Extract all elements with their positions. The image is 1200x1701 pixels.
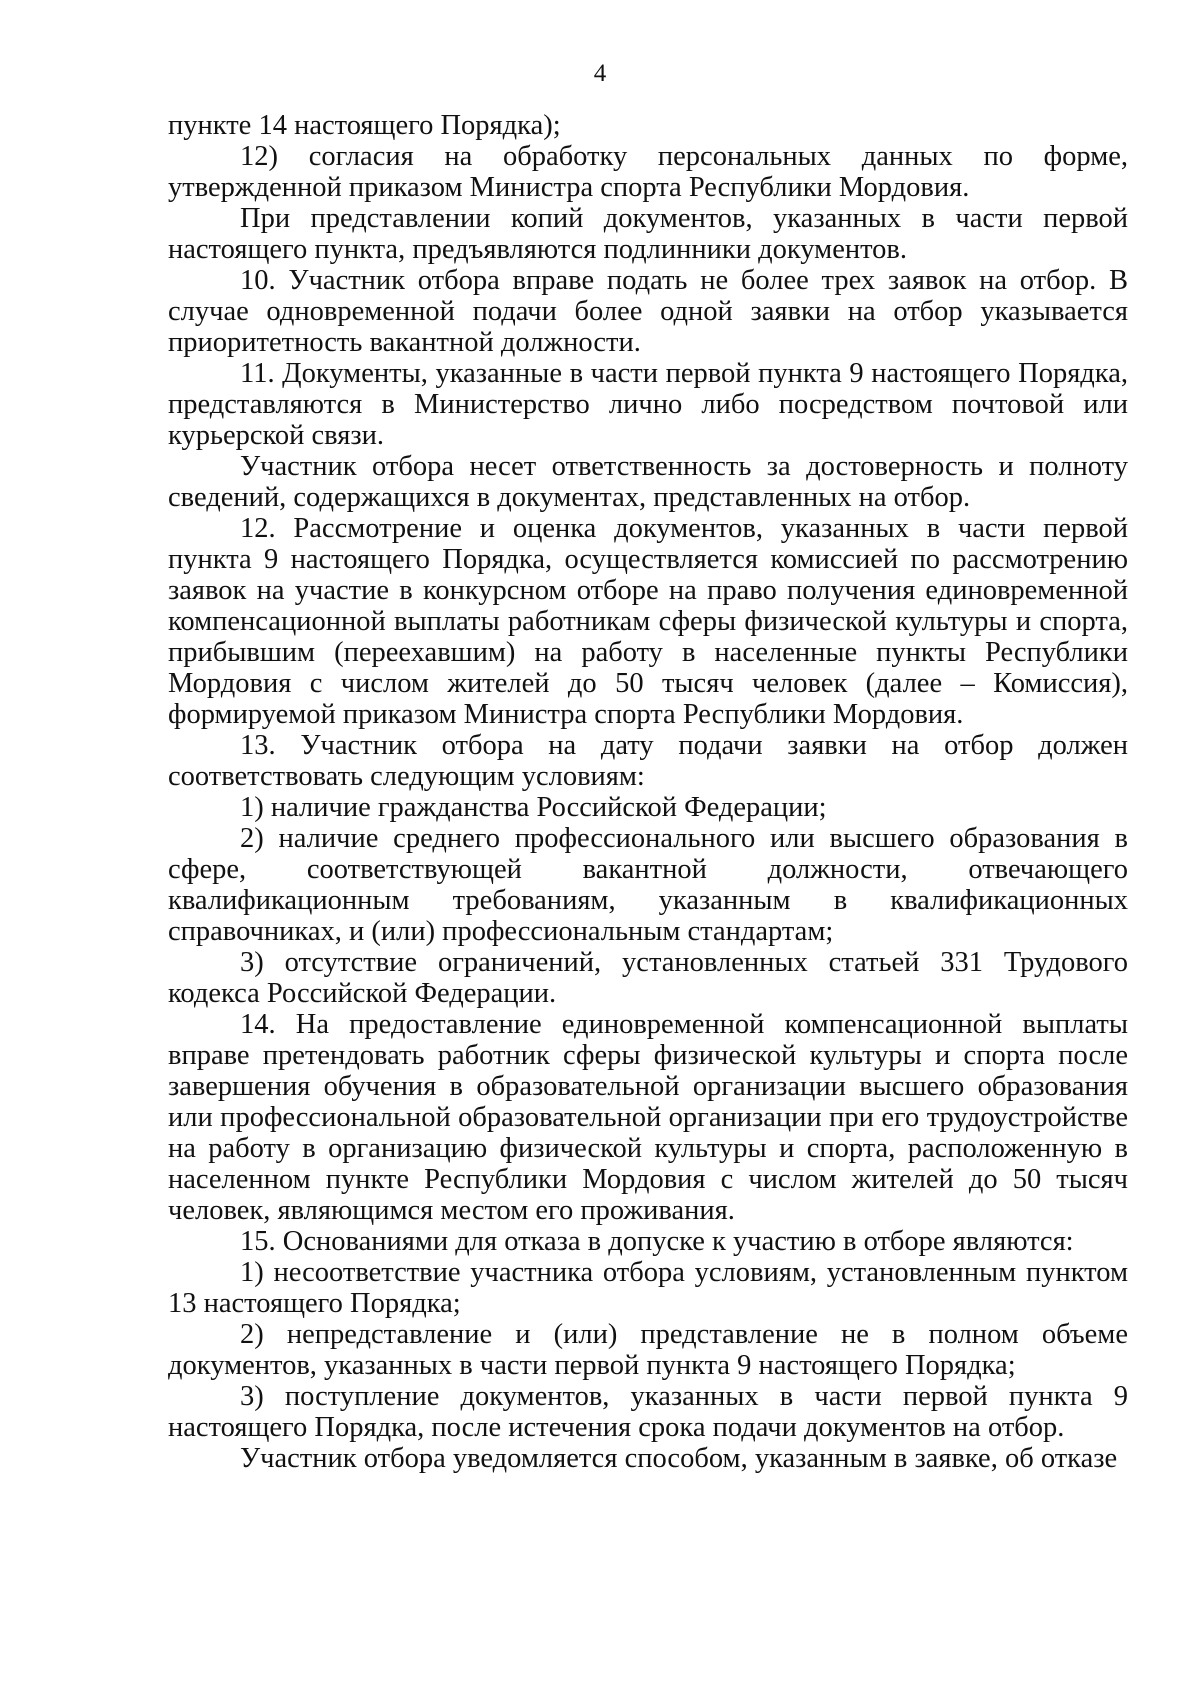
paragraph-item-12-consent: 12) согласия на обработку персональных данных по форме, утвержденной приказом Министра спорта Республики Мордовия. [168, 141, 1128, 203]
paragraph-clause-14: 14. На предоставление единовременной компенсационной выплаты вправе претендовать работник сферы физической культуры и спорта после завершения обучения в образовательной организации высшего образования или профессиональной образовательной организации при его трудоустройстве на работу в организацию физической культуры и спорта, расположенную в населенном пункте Республики Мордовия с числом жителей до 50 тысяч человек, являющимся местом его проживания. [168, 1009, 1128, 1226]
paragraph-clause-12: 12. Рассмотрение и оценка документов, указанных в части первой пункта 9 настоящего Порядка, осуществляется комиссией по рассмотрению заявок на участие в конкурсном отборе на право получения единовременной компенсационной выплаты работникам сферы физической культуры и спорта, прибывшим (переехавшим) на работу в населенные пункты Республики Мордовия с числом жителей до 50 тысяч человек (далее – Комиссия), формируемой приказом Министра спорта Республики Мордовия. [168, 513, 1128, 730]
paragraph-responsibility: Участник отбора несет ответственность за достоверность и полноту сведений, содержащихся в документах, представленных на отбор. [168, 451, 1128, 513]
paragraph-continuation: пункте 14 настоящего Порядка); [168, 110, 561, 141]
page-number: 4 [593, 60, 607, 87]
paragraph-condition-2: 2) наличие среднего профессионального или высшего образования в сфере, соответствующей вакантной должности, отвечающего квалификационным требованиям, указанным в квалификационных справочниках, и (или) профессиональным стандартам; [168, 823, 1128, 947]
document-body [168, 110, 1128, 1474]
paragraph-condition-3: 3) отсутствие ограничений, установленных статьей 331 Трудового кодекса Российской Федерации. [168, 947, 1128, 1009]
paragraph-condition-1: 1) наличие гражданства Российской Федерации; [240, 792, 827, 823]
paragraph-clause-11: 11. Документы, указанные в части первой пункта 9 настоящего Порядка, представляются в Министерство лично либо посредством почтовой или курьерской связи. [168, 358, 1128, 451]
paragraph-clause-15: 15. Основаниями для отказа в допуске к участию в отборе являются: [240, 1226, 1074, 1257]
paragraph-refusal-ground-3: 3) поступление документов, указанных в части первой пункта 9 настоящего Порядка, после истечения срока подачи документов на отбор. [168, 1381, 1128, 1443]
paragraph-copies-originals: При представлении копий документов, указанных в части первой настоящего пункта, предъявляются подлинники документов. [168, 203, 1128, 265]
paragraph-refusal-ground-2: 2) непредставление и (или) представление не в полном объеме документов, указанных в части первой пункта 9 настоящего Порядка; [168, 1319, 1128, 1381]
paragraph-clause-10: 10. Участник отбора вправе подать не более трех заявок на отбор. В случае одновременной подачи более одной заявки на отбор указывается приоритетность вакантной должности. [168, 265, 1128, 358]
paragraph-clause-13: 13. Участник отбора на дату подачи заявки на отбор должен соответствовать следующим условиям: [168, 730, 1128, 792]
paragraph-notification: Участник отбора уведомляется способом, указанным в заявке, об отказе [240, 1443, 1118, 1474]
paragraph-refusal-ground-1: 1) несоответствие участника отбора условиям, установленным пунктом 13 настоящего Порядка; [168, 1257, 1128, 1319]
